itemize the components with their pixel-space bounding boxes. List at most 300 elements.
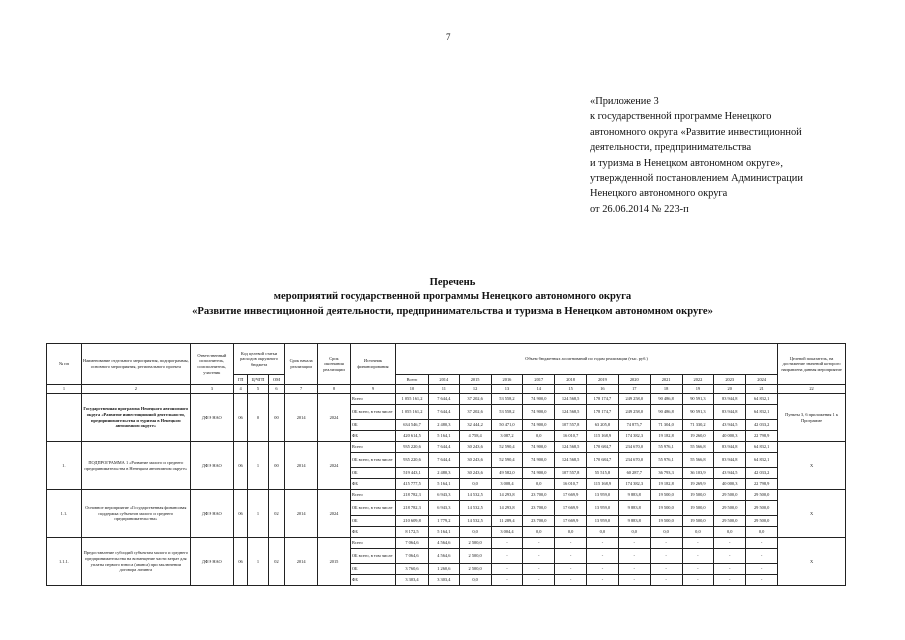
funding-source: ОБ [350, 516, 395, 527]
code-om: 00 [268, 394, 284, 442]
measure-name: Предоставление субсидий субъектам малого и среднего предпринимательства на возмещение части затрат для уплаты первого взноса (аванса) при заключении договора лизинга [81, 538, 190, 586]
funding-value: 64 832,1 [746, 394, 778, 405]
column-number: 14 [523, 385, 555, 394]
funding-value: 178 174,7 [587, 394, 619, 405]
funding-value: 1 055 161,2 [396, 405, 429, 420]
funding-value: 9 883,8 [618, 490, 650, 501]
funding-value: 3 008,4 [491, 479, 523, 490]
funding-value: 249 258,0 [618, 405, 650, 420]
funding-value: 64 832,1 [746, 405, 778, 420]
end-year: 2015 [318, 538, 351, 586]
funding-value: 0,0 [459, 479, 491, 490]
funding-value: 40 000,3 [714, 479, 746, 490]
column-number: 17 [618, 385, 650, 394]
funding-value: 83 944,8 [714, 442, 746, 453]
funding-value: 64 832,1 [746, 453, 778, 468]
funding-value: 19 500,0 [650, 516, 682, 527]
funding-value: 43 944,5 [714, 468, 746, 479]
funding-value: 30 243,6 [459, 453, 491, 468]
funding-source: ОБ всего, в том числе [350, 453, 395, 468]
column-number-row [47, 385, 846, 394]
funding-value: 49 582,0 [491, 468, 523, 479]
funding-value: 7 644,4 [428, 442, 459, 453]
funding-value: 74 900,0 [523, 394, 555, 405]
column-number: 10 [396, 385, 429, 394]
funding-value: 37 202,6 [459, 394, 491, 405]
header-code-group: Код целевой статьи расходов окружного бюджета [233, 344, 284, 375]
funding-value: 234 670,0 [618, 442, 650, 453]
funding-value: 4 564,6 [428, 538, 459, 549]
header-indicator: Целевой показатель, на достижение значений которого направлена данная мероприятие [778, 344, 846, 385]
code-pgp: 0 [248, 394, 269, 442]
header-year: 2014 [428, 375, 459, 385]
funding-value: - [682, 538, 714, 549]
funding-value: 234 670,0 [618, 453, 650, 468]
funding-value: 0,0 [746, 527, 778, 538]
funding-value: - [523, 549, 555, 564]
funding-value: 210 609,8 [396, 516, 429, 527]
funding-value: 14 293,8 [491, 490, 523, 501]
funding-value: - [650, 564, 682, 575]
funding-value: 13 959,0 [587, 490, 619, 501]
funding-value: 8 172,5 [396, 527, 429, 538]
funding-value: 23 700,0 [523, 490, 555, 501]
measure-number: 1.1. [47, 490, 82, 538]
funding-value: 5 164,1 [428, 527, 459, 538]
funding-value: 42 033,2 [746, 420, 778, 431]
funding-value: - [587, 575, 619, 586]
funding-value: 9 883,8 [618, 516, 650, 527]
column-number: 18 [650, 385, 682, 394]
header-code-pgp: Ц/ЧГП [248, 375, 269, 385]
funding-value: - [523, 564, 555, 575]
funding-value: 55 566,8 [682, 453, 714, 468]
funding-value: 43 944,5 [714, 420, 746, 431]
target-indicator: Х [778, 490, 846, 538]
funding-value: 124 568,5 [555, 442, 587, 453]
funding-value: 83 944,8 [714, 405, 746, 420]
funding-source: ФБ [350, 479, 395, 490]
funding-value: 14 532,5 [459, 490, 491, 501]
start-year: 2014 [285, 442, 318, 490]
measures-table-wrapper [46, 343, 846, 586]
table-row [47, 442, 846, 453]
table-row [47, 490, 846, 501]
funding-value: 7 644,4 [428, 394, 459, 405]
funding-value: 30 243,6 [459, 468, 491, 479]
column-number: 7 [285, 385, 318, 394]
funding-value: 420 614,5 [396, 431, 429, 442]
funding-value: 0,0 [523, 479, 555, 490]
funding-value: 6 943,3 [428, 501, 459, 516]
end-year: 2024 [318, 490, 351, 538]
column-number: 1 [47, 385, 82, 394]
funding-value: - [746, 538, 778, 549]
funding-value: - [714, 549, 746, 564]
code-pgp: 1 [248, 442, 269, 490]
appendix-line: утвержденной постановлением Администрации [590, 173, 803, 185]
funding-value: 74 900,0 [523, 468, 555, 479]
header-end: Срок окончания реализации [318, 344, 351, 385]
header-total: Всего [396, 375, 429, 385]
funding-value: - [650, 549, 682, 564]
funding-value: 115 168,9 [587, 479, 619, 490]
funding-value: 19 500,0 [682, 501, 714, 516]
funding-value: 53 558,2 [491, 394, 523, 405]
funding-source: ОБ всего, в том числе [350, 501, 395, 516]
table-row [47, 394, 846, 405]
funding-value: 74 900,0 [523, 420, 555, 431]
funding-value: 19 269,9 [682, 479, 714, 490]
funding-value: - [714, 575, 746, 586]
funding-value: - [587, 538, 619, 549]
funding-value: - [555, 549, 587, 564]
funding-value: 0,0 [682, 527, 714, 538]
header-year: 2022 [682, 375, 714, 385]
measure-number [47, 394, 82, 442]
measure-executor: ДФЭ НАО [190, 394, 233, 442]
funding-value: 0,0 [523, 527, 555, 538]
funding-value: 0,0 [618, 527, 650, 538]
funding-value: 30 243,6 [459, 442, 491, 453]
measure-executor: ДФЭ НАО [190, 442, 233, 490]
funding-value: 29 500,0 [746, 501, 778, 516]
funding-value: 53 558,2 [491, 405, 523, 420]
funding-value: - [555, 575, 587, 586]
code-gp: 06 [233, 442, 247, 490]
funding-value: 1 260,6 [428, 564, 459, 575]
header-source: Источник финансирования [350, 344, 395, 385]
start-year: 2014 [285, 394, 318, 442]
funding-value: 218 782,3 [396, 501, 429, 516]
funding-value: 2 500,0 [459, 538, 491, 549]
funding-value: 935 220,6 [396, 453, 429, 468]
funding-value: 37 202,6 [459, 405, 491, 420]
funding-value: 2 480,3 [428, 468, 459, 479]
funding-value: 22 798,9 [746, 479, 778, 490]
funding-value: - [491, 575, 523, 586]
funding-value: - [650, 538, 682, 549]
header-num: № пп [47, 344, 82, 385]
header-year: 2017 [523, 375, 555, 385]
funding-value: 634 546,7 [396, 420, 429, 431]
column-number: 5 [248, 385, 269, 394]
funding-source: ОБ всего, в том числе [350, 405, 395, 420]
measure-number: 1.1.1. [47, 538, 82, 586]
funding-value: 52 590,4 [491, 453, 523, 468]
funding-value: 36 793,3 [650, 468, 682, 479]
funding-value: 124 568,5 [555, 394, 587, 405]
funding-value: 90 591,3 [682, 405, 714, 420]
funding-value: 7 644,4 [428, 405, 459, 420]
appendix-line: от 26.06.2014 № 223-п [590, 203, 689, 215]
column-number: 15 [555, 385, 587, 394]
funding-source: ОБ всего, в том числе [350, 549, 395, 564]
measure-name: Государственная программа Ненецкого автономного округа «Развитие инвестиционной деятельности, предпринимательства и туризма в Ненецком автономном округе» [81, 394, 190, 442]
start-year: 2014 [285, 490, 318, 538]
funding-value: 42 033,2 [746, 468, 778, 479]
funding-value: 50 471,0 [491, 420, 523, 431]
funding-value: 55 566,8 [682, 442, 714, 453]
funding-value: 3 303,4 [428, 575, 459, 586]
title-line: мероприятий государственной программы Ненецкого автономного округа [273, 291, 632, 303]
funding-value: 29 500,0 [746, 490, 778, 501]
funding-value: 83 944,8 [714, 394, 746, 405]
funding-value: 22 798,9 [746, 431, 778, 442]
funding-value: 40 000,3 [714, 431, 746, 442]
funding-value: - [491, 549, 523, 564]
header-year: 2020 [618, 375, 650, 385]
funding-value: 52 590,4 [491, 442, 523, 453]
funding-value: 71 330,2 [682, 420, 714, 431]
column-number: 19 [682, 385, 714, 394]
column-number: 13 [491, 385, 523, 394]
funding-value: 16 010,7 [555, 431, 587, 442]
funding-value: 5 164,1 [428, 431, 459, 442]
title-line: «Развитие инвестиционной деятельности, предпринимательства и туризма в Ненецком автономном округе» [192, 305, 713, 317]
table-body [47, 394, 846, 586]
funding-value: 90 486,8 [650, 405, 682, 420]
funding-source: ФБ [350, 575, 395, 586]
appendix-note [590, 94, 890, 217]
funding-source: Всего [350, 490, 395, 501]
funding-value: 29 500,0 [746, 516, 778, 527]
funding-value: 9 883,8 [618, 501, 650, 516]
funding-value: 4 758,4 [459, 431, 491, 442]
measure-number: 1. [47, 442, 82, 490]
funding-value: 124 568,5 [555, 453, 587, 468]
funding-value: 14 532,5 [459, 501, 491, 516]
funding-value: 64 832,1 [746, 442, 778, 453]
start-year: 2014 [285, 538, 318, 586]
column-number: 21 [746, 385, 778, 394]
funding-source: ФБ [350, 527, 395, 538]
funding-value: 7 064,6 [396, 538, 429, 549]
funding-value: - [523, 575, 555, 586]
target-indicator: Пункты 3, 6 приложения 1 к Программе [778, 394, 846, 442]
column-number: 4 [233, 385, 247, 394]
column-number: 6 [268, 385, 284, 394]
funding-value: 11 289,4 [491, 516, 523, 527]
funding-value: 74 875,7 [618, 420, 650, 431]
funding-value: 249 258,0 [618, 394, 650, 405]
code-gp: 06 [233, 538, 247, 586]
funding-value: 19 182,8 [650, 431, 682, 442]
funding-value: 29 500,0 [714, 501, 746, 516]
funding-value: - [746, 564, 778, 575]
funding-value: 63 205,8 [587, 420, 619, 431]
funding-value: 55 976,1 [650, 442, 682, 453]
title-line: Перечень [429, 277, 476, 288]
funding-value: 178 174,7 [587, 405, 619, 420]
funding-value: 74 900,0 [523, 453, 555, 468]
funding-value: 16 010,7 [555, 479, 587, 490]
funding-value: 935 220,6 [396, 442, 429, 453]
code-pgp: 1 [248, 490, 269, 538]
funding-value: 17 669,9 [555, 490, 587, 501]
table-row [47, 538, 846, 549]
funding-value: - [746, 549, 778, 564]
funding-value: - [587, 564, 619, 575]
funding-value: 7 064,6 [396, 549, 429, 564]
funding-value: 74 900,0 [523, 442, 555, 453]
header-year: 2023 [714, 375, 746, 385]
funding-value: - [491, 564, 523, 575]
funding-value: 55 515,8 [587, 468, 619, 479]
document-title [0, 276, 905, 319]
measure-name: ПОДПРОГРАММА 1 «Развитие малого и среднего предпринимательства в Ненецком автономном округе» [81, 442, 190, 490]
appendix-line: деятельности, предпринимательства [590, 142, 752, 154]
funding-value: 124 568,5 [555, 405, 587, 420]
funding-value: 0,0 [650, 527, 682, 538]
funding-value: 13 959,0 [587, 501, 619, 516]
funding-value: 115 168,9 [587, 431, 619, 442]
header-code-om: ОМ [268, 375, 284, 385]
funding-value: 3 087,2 [491, 431, 523, 442]
code-gp: 06 [233, 394, 247, 442]
funding-value: 19 500,0 [650, 490, 682, 501]
funding-value: 0,0 [714, 527, 746, 538]
funding-value: - [618, 549, 650, 564]
funding-value: 3 760,6 [396, 564, 429, 575]
funding-value: 23 700,0 [523, 501, 555, 516]
funding-value: 19 500,0 [650, 501, 682, 516]
funding-source: Всего [350, 442, 395, 453]
funding-value: 29 500,0 [714, 516, 746, 527]
code-om: 02 [268, 490, 284, 538]
appendix-line: Ненецкого автономного округа [590, 188, 728, 200]
header-name: Наименование отдельного мероприятия, подпрограммы, основного мероприятия, регионального проекта [81, 344, 190, 385]
funding-value: 174 382,3 [618, 431, 650, 442]
funding-value: 0,0 [459, 575, 491, 586]
end-year: 2024 [318, 442, 351, 490]
funding-value: 19 500,0 [682, 516, 714, 527]
code-gp: 06 [233, 490, 247, 538]
funding-value: 170 684,7 [587, 442, 619, 453]
funding-value: 519 443,1 [396, 468, 429, 479]
funding-value: 107 557,8 [555, 468, 587, 479]
measures-table [46, 343, 846, 586]
header-year: 2024 [746, 375, 778, 385]
funding-value: 14 293,8 [491, 501, 523, 516]
funding-value: 74 900,0 [523, 405, 555, 420]
funding-value: 55 976,1 [650, 453, 682, 468]
funding-value: - [714, 538, 746, 549]
funding-source: ОБ [350, 468, 395, 479]
header-start: Срок начала реализации [285, 344, 318, 385]
funding-value: 1 779,2 [428, 516, 459, 527]
column-number: 20 [714, 385, 746, 394]
column-number: 8 [318, 385, 351, 394]
header-executor: Ответственный исполнитель, соисполнитель, участник [190, 344, 233, 385]
funding-value: - [682, 549, 714, 564]
funding-value: 83 944,8 [714, 453, 746, 468]
target-indicator: Х [778, 442, 846, 490]
funding-value: 0,0 [523, 431, 555, 442]
column-number: 2 [81, 385, 190, 394]
funding-value: 19 182,8 [650, 479, 682, 490]
funding-source: ОБ [350, 420, 395, 431]
column-number: 11 [428, 385, 459, 394]
page-number: 7 [446, 32, 451, 42]
appendix-line: автономного округа «Развитие инвестиционной [590, 126, 802, 138]
funding-value: - [714, 564, 746, 575]
measure-executor: ДФЭ НАО [190, 490, 233, 538]
funding-value: 29 500,0 [714, 490, 746, 501]
funding-value: 415 777,5 [396, 479, 429, 490]
funding-value: 17 669,9 [555, 501, 587, 516]
funding-value: - [682, 575, 714, 586]
appendix-line: к государственной программе Ненецкого [590, 111, 772, 123]
funding-value: 0,0 [587, 527, 619, 538]
funding-value: 0,0 [555, 527, 587, 538]
column-number: 16 [587, 385, 619, 394]
header-year: 2016 [491, 375, 523, 385]
funding-value: 3 303,4 [396, 575, 429, 586]
measure-executor: ДФЭ НАО [190, 538, 233, 586]
funding-value: 0,0 [459, 527, 491, 538]
funding-value: 1 055 161,2 [396, 394, 429, 405]
code-om: 02 [268, 538, 284, 586]
header-year: 2018 [555, 375, 587, 385]
funding-value: 2 500,0 [459, 564, 491, 575]
funding-value: 4 564,6 [428, 549, 459, 564]
funding-value: 71 304,0 [650, 420, 682, 431]
funding-value: 19 500,0 [682, 490, 714, 501]
funding-value: - [650, 575, 682, 586]
funding-value: 13 959,0 [587, 516, 619, 527]
code-pgp: 1 [248, 538, 269, 586]
header-year: 2019 [587, 375, 619, 385]
funding-value: 170 684,7 [587, 453, 619, 468]
funding-value: 3 004,4 [491, 527, 523, 538]
funding-value: 107 557,8 [555, 420, 587, 431]
funding-value: 5 164,1 [428, 479, 459, 490]
funding-source: Всего [350, 394, 395, 405]
funding-value: - [523, 538, 555, 549]
header-year: 2021 [650, 375, 682, 385]
funding-value: - [491, 538, 523, 549]
funding-value: - [682, 564, 714, 575]
column-number: 22 [778, 385, 846, 394]
funding-value: 19 260,0 [682, 431, 714, 442]
funding-value: - [618, 575, 650, 586]
funding-value: 90 591,3 [682, 394, 714, 405]
header-code-gp: ГП [233, 375, 247, 385]
funding-value: 174 382,3 [618, 479, 650, 490]
funding-value: 32 444,2 [459, 420, 491, 431]
measure-name: Основное мероприятие «Государственная финансовая поддержка субъектов малого и среднего предпринимательства» [81, 490, 190, 538]
funding-value: 17 669,9 [555, 516, 587, 527]
column-number: 12 [459, 385, 491, 394]
funding-value: 23 700,0 [523, 516, 555, 527]
funding-value: - [555, 564, 587, 575]
code-om: 00 [268, 442, 284, 490]
funding-value: - [618, 564, 650, 575]
funding-value: 2 500,0 [459, 549, 491, 564]
funding-value: 60 287,7 [618, 468, 650, 479]
header-year: 2015 [459, 375, 491, 385]
funding-value: 218 782,3 [396, 490, 429, 501]
funding-source: Всего [350, 538, 395, 549]
funding-value: 2 480,3 [428, 420, 459, 431]
funding-value: - [555, 538, 587, 549]
funding-value: 90 486,8 [650, 394, 682, 405]
funding-value: - [587, 549, 619, 564]
funding-value: 7 644,4 [428, 453, 459, 468]
column-number: 9 [350, 385, 395, 394]
funding-source: ОБ [350, 564, 395, 575]
